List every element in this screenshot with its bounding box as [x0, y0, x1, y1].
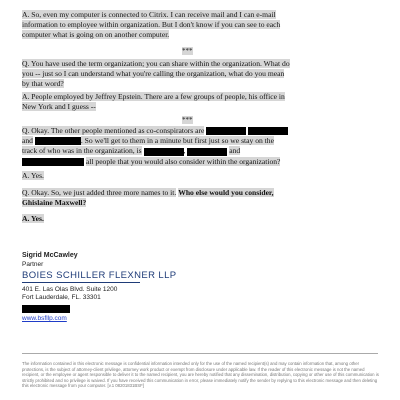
transcript-answer-4: A. Yes.: [22, 214, 44, 223]
redaction-box: [22, 158, 84, 166]
confidentiality-disclaimer: The information contained in this electronic message is confidential information intended only for the use of the named recipient(s) and may contain information that, among other protections, is the subject of attorney-client privilege, attorney work product or exempt from disclosure under applicable law. If the reader of this electronic message is not the named recipient, or the employee or agent responsible to deliver it to the named recipient, you are hereby notified that any dissemination, distribution, copying or other use of this communication is strictly prohibited and no privilege is waived. If you have received this communication in error, please immediately notify the sender by replying to this electronic message and then deleting this electronic message from your computer. [v.1 08201831BSF]: [22, 361, 379, 389]
redaction-box: [248, 127, 288, 135]
redaction-box: [22, 305, 70, 313]
redaction-box: [35, 137, 81, 145]
address-line-1: 401 E. Las Olas Blvd. Suite 1200: [22, 286, 118, 293]
redaction-box: [187, 148, 227, 156]
transcript-answer-2: A. People employed by Jeffrey Epstein. There are a few groups of people, his office in New York and I guess --: [22, 92, 285, 112]
signature-title: Partner: [22, 261, 44, 268]
firm-rule: [22, 282, 140, 283]
redaction-box: [206, 127, 246, 135]
address-line-2: Fort Lauderdale, FL. 33301: [22, 294, 101, 301]
firm-logo: BOIES SCHILLER FLEXNER LLP: [22, 270, 177, 281]
footer-divider: [22, 353, 378, 354]
section-separator: ***: [182, 47, 193, 55]
section-separator: ***: [182, 116, 193, 124]
signature-name: Sigrid McCawley: [22, 252, 78, 259]
transcript-answer-3: A. Yes.: [22, 171, 44, 180]
transcript-question-3: Q. Okay. So, we just added three more names to it. Who else would you consider, Ghislaine Maxwell?: [22, 188, 274, 208]
transcript-question-1: Q. You have used the term organization; you can share within the organization. What do you -- just so I can understand what you're calling the organization, what do you mean by that word?: [22, 59, 290, 89]
redaction-box: [144, 148, 184, 156]
website-link[interactable]: www.bsfllp.com: [22, 315, 67, 322]
transcript-question-2: Q. Okay. The other people mentioned as co-conspirators are and . So we'll get to them in a minute but first just so we stay on the track of who was in the organization, is , and all people that you would also consider within the organization?: [22, 126, 290, 167]
transcript-answer-1: A. So, even my computer is connected to Citrix. I can receive mail and I can e-mail information to employee within organization. But I don't know if you can see to each computer what is going on on another computer.: [22, 10, 281, 40]
